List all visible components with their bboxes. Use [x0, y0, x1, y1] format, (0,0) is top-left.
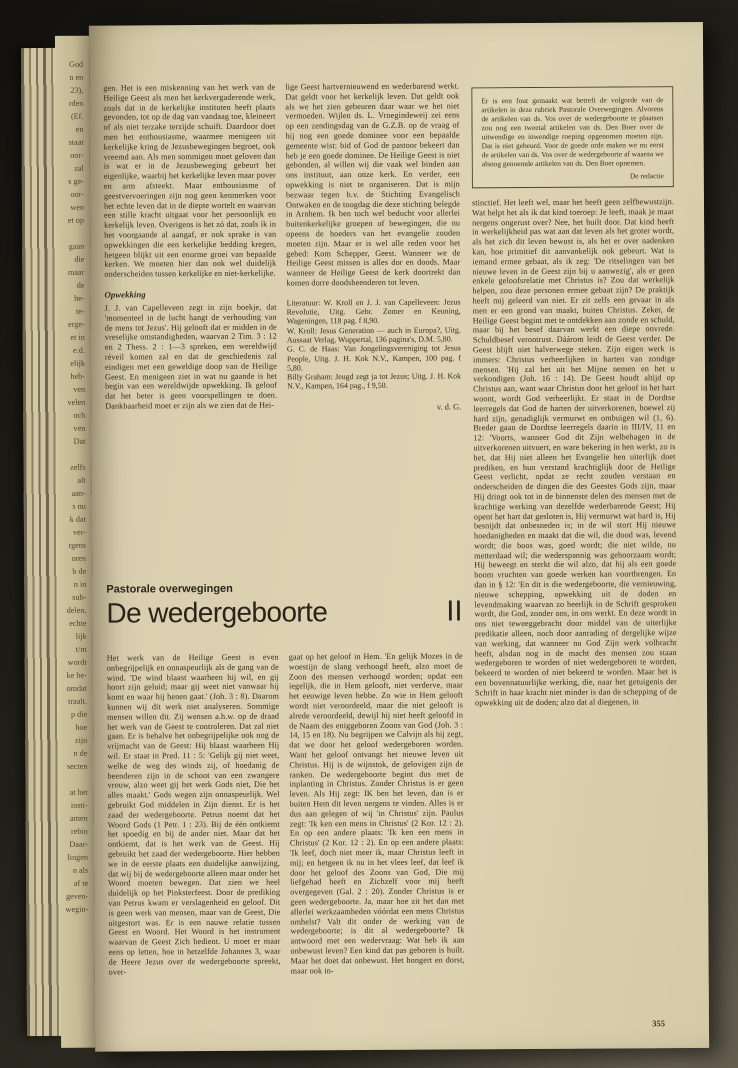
page-edge-fragment: ver- [72, 527, 87, 537]
literature-entry: G. C. de Haas: Van Jongelingsvereniging tot Jesus People, Uitg. J. H. Kok N.V., Kampen, 100 pag. f 5,80. [286, 343, 461, 373]
page-edge-fragment: traalt. [68, 696, 88, 706]
previous-page-edge-text [55, 58, 92, 1022]
page-edge-fragment: sub- [72, 592, 87, 602]
page-edge-fragment: wen [70, 202, 85, 212]
page-edge-fragment: t/m [75, 644, 87, 654]
page-edge-fragment: 23), [70, 85, 84, 95]
author-initials: v. d. G. [436, 402, 462, 412]
literature-list [287, 297, 462, 391]
page-edge-fragment: s nu [72, 501, 86, 511]
column-3 [471, 86, 677, 708]
page-edge-fragment: elijk [70, 358, 85, 368]
page-edge-fragment: n als [72, 865, 89, 875]
article-title: De wedergeboorte [106, 596, 328, 629]
page-edge-fragment: rebin [70, 826, 88, 836]
page-edge-fragment: amen [69, 813, 88, 823]
editorial-note-signature: De redactie [629, 171, 664, 181]
page-edge-fragment: b de [72, 566, 87, 576]
page-edge-fragment: secten [66, 761, 88, 771]
page-edge-fragment: lijk [75, 631, 87, 641]
article2-col2-text: gaat op het geloof in Hem. 'En gelijk Mozes in de woestijn de slang verhoogd heeft, alzo moet de Zoon des mensen verhoogd worden; opdat een iegelijk, die in Hem gelooft, niet verderve, maar het eeuwige leven hebbe. Zo wie in Hem gelooft wordt niet veroordeeld, maar die niet gelooft is alrede veroordeeld, dewijl hij niet heeft geloofd in de Naam des eniggeboren Zoons van God (Joh. 3 : 14, 15 en 18). Nu begrijpen we Calvijn als hij zegt, dat we door het geloof wedergeboren worden. Want het geloof ontvangt het nieuwe leven uit Christus. Hij is de wijnstok, de gelovigen zijn de ranken. De wedergeboorte begint dus met de inplanting in Christus. Zonder Christus is er geen leven. Als Hij zegt: IK ben het leven, dan is er buiten Hem dit leven nergens te vinden. Alles is er dus aan gelegen of wij 'in Christus' zijn. Paulus zegt: 'Ik ken een mens in Christus' (2 Kor. 12 : 2). En op een andere plaats: 'Ik ken een mens in Christus' (2 Kor. 12 : 2). En op een andere plaats: 'Ik leef, doch niet meer ik, maar Christus leeft in mij; en hetgeen ik nu in het vlees leef, dat leef ik door het geloof des Zoons van God, Die mij liefgehad heeft en Zichzelf voor mij heeft overgegeven (Gal. 2 : 20). Zonder Christus is er geen wedergeboorte. Ja, maar hoe zit het dan met allerlei werkzaamheden vóórdat een mens Christus omhelst? Valt dit onder de werking van de wedergeboorte; is dit al wedergeboorte? Ik antwoord met een wedervraag: Wat heb ik aan onbewust leven? Een kind dat pas geboren is huilt. Maar het doet dat onbewust. Het hongert en dorst, maar ook in- [288, 651, 465, 975]
page-edge-fragment: lingen [67, 852, 88, 862]
page-edge-fragment: God [68, 59, 84, 69]
page-edge-fragment: delen. [66, 605, 87, 615]
page-edge-fragment: echte [69, 618, 87, 628]
literature-entry: W. Kroll: Jesus Generation — auch in Europa?, Uitg. Aussaat Verlag, Wuppertal, 136 pagina's, D.M. 5,80. [286, 325, 461, 345]
page-edge-fragment: Dat [73, 436, 86, 446]
article1-column-2 [285, 81, 461, 412]
page-edge-fragment: insti- [70, 800, 88, 810]
page-edge-fragment: en [75, 124, 84, 134]
page-edge-fragment: die [74, 254, 85, 264]
page-edge-fragment: velen [67, 397, 86, 407]
page-edge-fragment [56, 227, 84, 240]
page-edge-fragment: de [76, 280, 85, 290]
article2-col3-text: stinctief. Het leeft wel, maar het heeft geen zelfbewustzijn. Wat helpt het als ik dat kind toeroep: Je leeft, maak je maar nergens ongerust over? Nee, het huilt door. Dat kind heeft in werkelijkheid pas wat aan dat leven als het groter wordt, als het zich dit leven bewust is, als het er over nadenken kan, hoe primitief dit aanvankelijk ook gebeurt. Wat is iemand ermee gebaat, als ik zeg: 'De ritselingen van het nieuwe leven in de Geest zijn bij u aanwezig', als er geen enkele geloofsrelatie met Christus is? Zou dat werkelijk helpen, zou deze personen ermee gebaat zijn? De praktijk heeft mij geleerd van niet. Er zit zelfs een gevaar in als men er een grond van maakt, buiten Christus. Zeker, de Heilige Geest begint met te ontdekken aan zonde en schuld, maar bij het besef daarvan werkt een diepe onvrede. Schuldbesef verontrust. Dáárom leidt de Geest verder. De Geest blijft niet halverwege steken. Zijn eigen werk is immers: Christus verheerlijken in harten van zondige mensen. 'Hij zal het uit het Mijne nemen en het u verkondigen (Joh. 16 : 14). De Geest houdt altijd op Christus aan, want waar Christus door het geloof in het hart woont, wordt God verheerlijkt. Er staat in de Dordtse leerregels dat God de harten der uitverkorenen, hoewel zij hard zijn, genadiglijk vermurwt en ombuigen wil (1, 6). Breder gaan de Dordtse leerregels daarin in III/IV, 11 en 12: 'Voorts, wanneer God dit Zijn welbehagen in de uitverkorenen uitvoert, en ware bekering in hen werkt, zo is het, dat Hij niet alleen het Evangelie hen uiterlijk doet prediken, en hun verstand krachtiglijk door de Heilige Geest verlicht, opdat ze recht zouden verstaan en onderscheiden de dingen die des Geestes Gods zijn, maar Hij dringt ook tot in de binnenste delen des mensen met de krachtige werking van dezelfde wederbarende Geest; Hij opent het hart dat gesloten is, Hij vermurwt wat hard is, Hij besnijdt dat onbesneden is; in de wil stort Hij nieuwe hoedanigheden en maakt dat die wil, die dood was, levend wordt; die boos was, goed wordt; die niet wilde, nu metterdaad wil; die wederspannig was gehoorzaam wordt; Hij beweegt en sterkt die wil alzo, dat hij als een goede boom vruchten van goede werken kan voortbrengen. En dan in § 12: 'En dit is die wedergeboorte, die vernieuwing, nieuwe schepping, opwekking uit de doden en levendmaking waarvan zo heerlijk in de Schrift gesproken wordt, die God, zonder ons, in ons werkt. En deze wordt in ons niet teweeggebracht door middel van de uiterlijke predikatie alleen, noch door aanrading of dergelijke wijze van werking, dat wanneer nu God Zijn werk volbracht heeft, alsdan nog in de macht des mensen zou staan wedergeboren te worden of niet wedergeboren te worden, bekeerd te worden of niet bekeerd te worden. Maar het is een bovennatuurlijke werking, die, naar het getuigenis der Schrift in haar kracht niet minder is dan de schepping of de opwekking uit de doden; alzo dat al diegenen, in [471, 197, 677, 707]
page-edge-fragment: ven [73, 423, 86, 433]
page-edge-fragment: och [73, 410, 86, 420]
page-edge-fragment: p die [70, 709, 88, 719]
page-edge-fragment: (Ef. [70, 111, 84, 121]
editorial-note-text: Er is een fout gemaakt wat betreft de volgorde van de artikelen in deze rubriek Pastorale Overwegingen. Alvorens de artikelen van ds. Vos over de wedergeboorte te plaatsen zou nog een tweetal artikelen van ds. Den Boer over de uitwendige en inwendige roeping opgenomen moeten zijn. Dat is niet gebeurd. Voor de goede orde maken we nu eerst de artikelen van ds. Vos over de wedergeboorte af waarna we alsnog genoemde artikelen van ds. Den Boer opnemen. [481, 95, 664, 169]
page-edge-fragment: e.d. [73, 345, 85, 355]
page-edge-fragment: oren [71, 553, 87, 563]
article2-column-1 [107, 653, 281, 1046]
article2-col1-text: Het werk van de Heilige Geest is even onbegrijpelijk en onnaspeurlijk als de gang van de wind. 'De wind blaast waarheen hij wil, en gij hoort zijn geluid; maar gij weet niet vanwaar hij komt en waar hij henen gaat.' (Joh. 3 : 8). Daarom kunnen wij dit werk niet analyseren. Sommige mensen willen dit. Zij wensen a.h.w. op de draad het werk van de Geest te controleren. Dat zal niet gaan. Er is behalve het onbegrijpelijke ook nog de vrijmacht van de Geest: Hij blaast waarheen Hij wil. Er staat in Pred. 11 : 5: 'Gelijk gij niet weet, welke de weg des winds zij, of hoedanig de beenderen zijn in de schoot van een zwangere vrouw, alzo weet gij het werk Gods niet, Die het alles maakt.' Gods wegen zijn onnaspeurlijk. Wel gebruikt God middelen in Zijn dienst. Er is het zaad der wedergeboorte. Petrus noemt dat het Woord Gods (1 Petr. 1 : 23). Bij de één ontkiemt het spoedig en bij de ander niet. Maar dat het ontkiemt, dat is het werk van de Geest. Hij gebruikt het zaad der wedergeboorte. Hier hebben we in de eerste plaats een duidelijke aanwijzing, dat wij bij de wedergeboorte alleen maar onder het Woord moeten bewegen. Dat zien we heel duidelijk op het Pinksterfeest. Door de prediking van Petrus kwam er verslagenheid en geloof. Dit is geen werk van mensen, maar van de Geest, Die uitgestort was. Er is een nauwe relatie tussen Geest en Woord. Het Woord is het instrument waarvan de Geest Zich bedient. U moet er maar eens op letten, hoe in hetzelfde Johannes 3, waar de Heere Jezus over de wedergeboorte spreekt, over- [106, 652, 281, 977]
page-edge-fragment: zijn [74, 735, 88, 745]
page-edge-fragment: ven [73, 384, 86, 394]
page-edge-fragment: heb- [70, 371, 86, 381]
page-edge-fragment: gaan [68, 241, 85, 251]
page-edge-fragment: oor- [70, 150, 84, 160]
page-edge-fragment: et op [67, 215, 85, 225]
page-edge-fragment: zal [74, 163, 84, 173]
page-edge-fragment: maar [67, 267, 85, 277]
page-edge-fragment: wegin- [65, 904, 89, 914]
literature-entry: Billy Graham: Jeugd zegt ja tot Jezus; Uitg. J. H. Kok N.V., Kampen, 164 pag., f 9,50. [287, 371, 462, 391]
page-edge-fragment: omdat [66, 683, 87, 693]
article-part-number: II [446, 595, 463, 628]
page-edge-fragment: wordt [67, 657, 87, 667]
article-title-row [106, 595, 466, 630]
page-edge-fragment [57, 448, 85, 461]
page-edge-fragment: n en [69, 72, 84, 82]
page-edge-fragment: n de [73, 748, 88, 758]
page-edge-fragment: staat [68, 137, 84, 147]
editorial-note-box [471, 86, 674, 188]
page-edge-fragment: et in [70, 332, 85, 342]
page-edge-fragment: ke be- [66, 670, 87, 680]
page-edge-fragment: rgens [68, 540, 87, 550]
page-edge-fragment: te- [75, 306, 85, 316]
page-edge-fragment: Daar- [69, 839, 88, 849]
magazine-page [89, 22, 709, 1052]
literature-entry: Literatuur: W. Kroll en J. J. van Capelleveen: Jezus Revolutie, Uitg. Gebr. Zomer en Keuning, Wageningen, 118 pag. f 8,90. [286, 297, 461, 326]
page-number: 355 [652, 1018, 666, 1029]
page-edge-fragment: n in [73, 579, 87, 589]
page-edge-fragment: alt [77, 475, 86, 485]
page-edge-fragment: hoe [75, 722, 88, 732]
page-edge-fragment [59, 773, 87, 786]
page-edge-fragment: oor- [70, 189, 84, 199]
page-edge-fragment: zelfs [70, 462, 86, 472]
page-edge-fragment: af te [73, 878, 89, 888]
article2-column-2 [289, 651, 465, 1044]
article1-col1-text: gen. Het is een miskenning van het werk van de Heilige Geest als men het kerkvergaderende werk, zoals dat in de kerkelijke instituten heeft plaats gevonden, tot op de dag van vandaag toe, kleineert of als niet terzake terzijde schuift. Daardoor doet men het enthousiasme, waarmee menigeen uit kerkelijke kring de Jezusbewegingen begroet, ook vreemd aan. Als men sommigen moet geloven dan is wat er in de Jezusbeweging gebeurt het eigenlijke, waarbij het kerkelijke leven maar pover en arm afsteekt. Maar enthousiasme of geestvervoeringen zijn nog geen kenmerken voor het echte leven dat in de diepte wortelt en waarvan een stille kracht uitgaat voor het persoonlijk en kerkelijk leven. Overigens is het zó dat, zoals ik in het voorgaande al aangaf, er ook sprake is van opwekkingen die een kerkelijke bedding kregen, hetgeen blijkt uit een enorme groei van bepaalde kerken. We moeten hier dan ook wel duidelijk onderscheiden tussen kerkelijke en niet-kerkelijke. [103, 82, 277, 279]
page-edge-fragment: aan- [71, 488, 86, 498]
page-edge-fragment: geven- [65, 891, 89, 901]
section-heading-opwekking: Opwekking [104, 289, 146, 300]
article1-col2-text: lige Geest hartvernieuwend en wederbarend werkt. Dat geldt voor het kerkelijk leven. Dat geldt ook als we het zien gebeuren daar waar we het niet vermoeden. Wijlen ds. L. Vroegindeweij zei eens op een zendingsdag van de G.Z.B. op de vraag of hij nog een goede dominee voor een bepaalde gemeente wist: bid of God de pastoor bekeert dan heb je een goede dominee. De Heilige Geest is niet gebonden, al willen wij die vaak wel binden aan ons instituut, aan onze kerk. En verder, een opwekking is niet te organiseren. Dat is mijn bezwaar tegen b.v. de Stichting Evangelisch Ontwaken en de toogdag die deze stichting belegde in Arnhem. Ik ben toch wel beducht voor allerlei buitenkerkelijke groepen of bewegingen, die nu opeens de hoeders van het evangelie zouden moeten zijn. Maar er is wel alle reden voor het gebed: Kom Schepper, Geest. Wanneer we de Heilige Geest missen is alles dor en doods. Maar wanneer de Heilige Geest de kerk doortrekt dan komen dorre doodsbeenderen tot leven. [285, 81, 461, 288]
article1-col1-text-2: J. J. van Capelleveen zegt in zijn boekje, dat 'momenteel in de lucht hangt de verhouding van de mens tot Jezus'. Hij gelooft dat er midden in de vreselijke omstandigheden, waarvan 2 Tim. 3 : 12 en 2 Thess. 2 : 1—3 spreken, een wereldwijd réveil komen zal en dat de geschiedenis zal eindigen met een geweldige doop van de Heilige Geest. En menigeen ziet in wat nu gaande is het begin van een wereldwijde opwekking. Ik geloof dat het beter is geen voorspellingen te doen. Dankbaarheid moet er zijn als we zien dat de Hei- [104, 302, 278, 411]
page-edge-fragment: s ge- [68, 176, 84, 186]
page-edge-fragment: k dat [69, 514, 86, 524]
article2-header [106, 581, 466, 630]
page-edge-fragment: erge- [68, 319, 85, 329]
article-kicker: Pastorale overwegingen [106, 582, 233, 596]
page-edge-fragment: rden [68, 98, 84, 108]
page-edge-fragment: he- [74, 293, 85, 303]
article1-column-1 [103, 83, 277, 412]
page-edge-fragment: at het [69, 787, 88, 797]
